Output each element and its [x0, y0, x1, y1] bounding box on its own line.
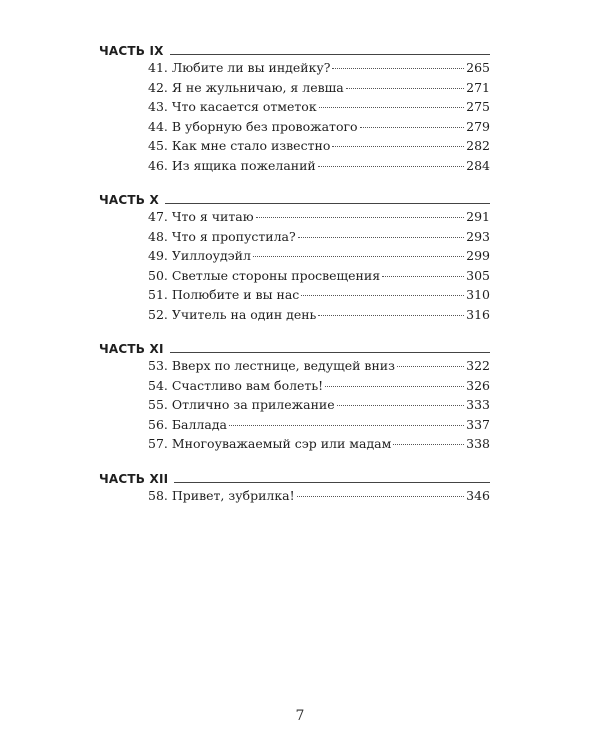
- part-title: ЧАСТЬ X: [99, 193, 159, 207]
- part-xi: [99, 336, 490, 454]
- entry-list: [148, 207, 490, 325]
- toc-entry[interactable]: [148, 415, 490, 435]
- part-header: [99, 187, 490, 207]
- entry-title: 47. Что я читаю: [148, 209, 254, 224]
- toc-entry[interactable]: [148, 136, 490, 156]
- dot-leader: [393, 444, 464, 445]
- dot-leader: [229, 425, 464, 426]
- entry-page-number: 275: [466, 99, 490, 115]
- dot-leader: [397, 366, 464, 367]
- entry-title: 49. Уиллоудэйл: [148, 248, 251, 264]
- part-header: [99, 38, 490, 58]
- dot-leader: [337, 405, 465, 406]
- part-rule: [170, 54, 490, 55]
- part-rule: [170, 352, 490, 353]
- entry-title: 43. Что касается отметок: [148, 99, 317, 115]
- entry-title: 57. Многоуважаемый сэр или мадам: [148, 436, 392, 452]
- entry-title: 58. Привет, зубрилка!: [148, 488, 295, 503]
- part-rule: [174, 482, 490, 483]
- dot-leader: [332, 68, 464, 69]
- entry-title: 53. Вверх по лестнице, ведущей вниз: [148, 358, 395, 373]
- toc-entry[interactable]: [148, 266, 490, 286]
- part-ix: [99, 38, 490, 176]
- entry-title: 54. Счастливо вам болеть!: [148, 377, 324, 393]
- toc-entry[interactable]: [148, 486, 490, 506]
- toc-entry[interactable]: [148, 78, 490, 98]
- toc-entry[interactable]: [148, 97, 490, 117]
- part-xii: [99, 466, 490, 506]
- toc-entry[interactable]: [148, 117, 490, 137]
- dot-leader: [298, 237, 464, 238]
- entry-title: 46. Из ящика пожеланий: [148, 157, 316, 173]
- part-x: [99, 187, 490, 325]
- entry-title: 42. Я не жульничаю, я левша: [148, 79, 344, 95]
- dot-leader: [319, 107, 465, 108]
- toc-entry[interactable]: [148, 434, 490, 454]
- dot-leader: [256, 217, 465, 218]
- entry-page-number: 305: [466, 267, 490, 283]
- dot-leader: [382, 276, 464, 277]
- entry-list: [148, 356, 490, 454]
- entry-page-number: 299: [466, 248, 490, 264]
- entry-list: [148, 486, 490, 506]
- toc-entry[interactable]: [148, 207, 490, 227]
- entry-title: 48. Что я пропустила?: [148, 228, 296, 244]
- dot-leader: [253, 256, 464, 257]
- part-title: ЧАСТЬ IX: [99, 44, 164, 58]
- part-rule: [165, 203, 490, 204]
- dot-leader: [332, 146, 464, 147]
- toc-entry[interactable]: [148, 395, 490, 415]
- entry-title: 55. Отлично за прилежание: [148, 397, 335, 413]
- entry-page-number: 346: [466, 488, 490, 503]
- entry-page-number: 316: [466, 306, 490, 322]
- dot-leader: [346, 88, 464, 89]
- entry-page-number: 333: [466, 397, 490, 413]
- page-number: 7: [295, 708, 305, 724]
- toc-entry[interactable]: [148, 246, 490, 266]
- dot-leader: [318, 166, 464, 167]
- dot-leader: [297, 496, 464, 497]
- entry-page-number: 271: [466, 79, 490, 95]
- entry-title: 41. Любите ли вы индейку?: [148, 60, 331, 75]
- entry-page-number: 326: [466, 377, 490, 393]
- entry-page-number: 310: [466, 287, 490, 303]
- toc-entry[interactable]: [148, 156, 490, 176]
- toc-entry[interactable]: [148, 58, 490, 78]
- entry-page-number: 279: [466, 118, 490, 134]
- part-title: ЧАСТЬ XI: [99, 342, 164, 356]
- entry-title: 56. Баллада: [148, 416, 227, 432]
- toc-entry[interactable]: [148, 285, 490, 305]
- dot-leader: [318, 315, 464, 316]
- entry-page-number: 291: [466, 209, 490, 224]
- toc-entry[interactable]: [148, 376, 490, 396]
- entry-list: [148, 58, 490, 176]
- dot-leader: [325, 386, 464, 387]
- part-header: [99, 336, 490, 356]
- entry-page-number: 293: [466, 228, 490, 244]
- entry-page-number: 284: [466, 157, 490, 173]
- entry-title: 50. Светлые стороны просвещения: [148, 267, 381, 283]
- part-title: ЧАСТЬ XII: [99, 472, 169, 486]
- entry-page-number: 337: [466, 416, 490, 432]
- toc-entry[interactable]: [148, 305, 490, 325]
- entry-title: 52. Учитель на один день: [148, 306, 317, 322]
- toc-entry[interactable]: [148, 356, 490, 376]
- entry-page-number: 322: [466, 358, 490, 373]
- part-header: [99, 466, 490, 486]
- entry-page-number: 282: [466, 138, 490, 154]
- dot-leader: [301, 295, 464, 296]
- entry-page-number: 338: [466, 436, 490, 452]
- entry-page-number: 265: [466, 60, 490, 75]
- entry-title: 44. В уборную без провожатого: [148, 118, 358, 134]
- entry-title: 45. Как мне стало известно: [148, 138, 331, 154]
- toc-entry[interactable]: [148, 227, 490, 247]
- dot-leader: [360, 127, 465, 128]
- entry-title: 51. Полюбите и вы нас: [148, 287, 300, 303]
